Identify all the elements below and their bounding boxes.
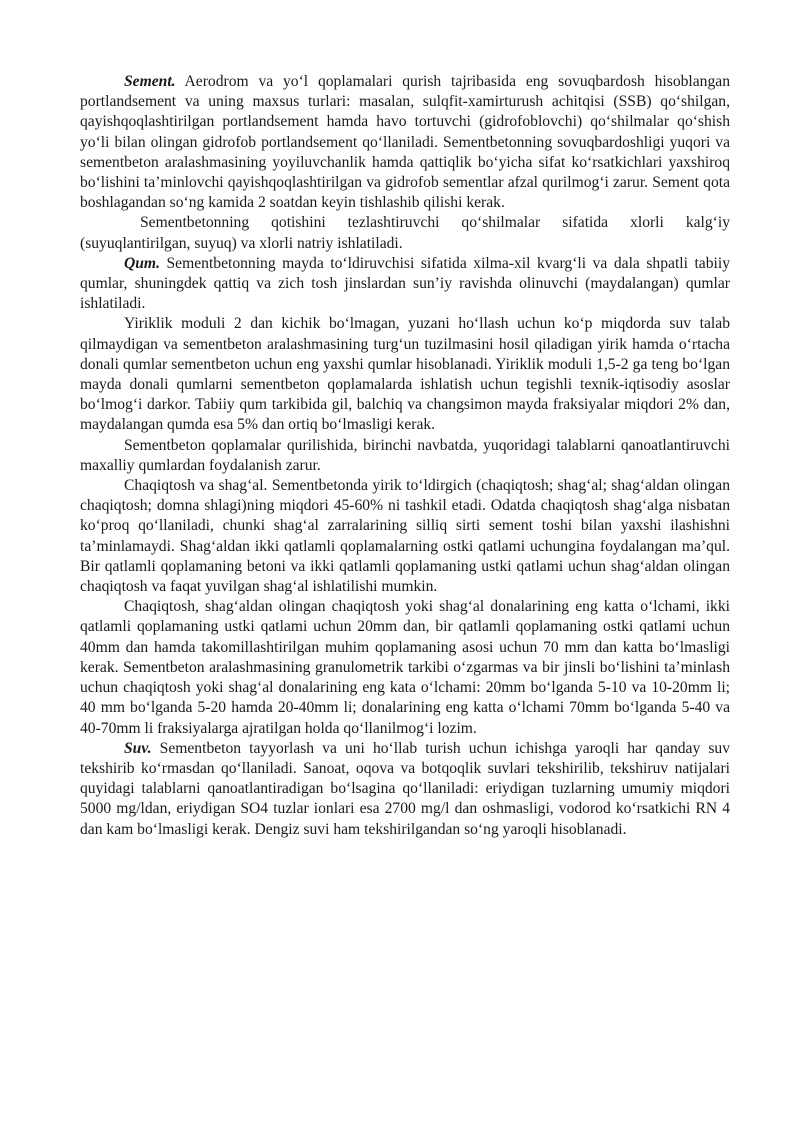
paragraph-text: Chaqiqtosh va shag‘al. Sementbetonda yirik to‘ldirgich (chaqiqtosh; shag‘al; shag‘aldan olingan chaqiqtosh; domna shlagi)ning miqdori 45-60% ni tashkil etadi. Odatda chaqiqtosh shag‘alga nisbatan ko‘proq qo‘llaniladi, chunki shag‘al zarralarining silliq sirti sement toshi bilan yaxshi ilashishni ta’minlamaydi. Shag‘aldan ikki qatlamli qoplamalarning ostki qatlami uchungina foydalangan ma’qul. Bir qatlamli qoplamaning betoni va ikki qatlamli qoplamaning ustki qatlami uchun shag‘aldan olingan chaqiqtosh va faqat yuvilgan shag‘al ishlatilishi mumkin. <box>80 477 730 596</box>
paragraph-heading: Qum. <box>124 254 160 272</box>
paragraph-text: Aerodrom va yo‘l qoplamalari qurish tajribasida eng sovuqbardosh hisoblangan portlandsement va uning maxsus turlari: masalan, sulqfit-xamirturush achitqisi (SSB) qo‘shilgan, qayishqoqlashtirilgan portlandsement hamda havo tortuvchi (gidrofoblovchi) qo‘shilmalar qo‘shish yo‘li bilan olingan gidrofob portlandsement qo‘llaniladi. Sementbetonning sovuqbardoshligi yuqori va sementbeton aralashmasining yoyiluvchanlik hamda qattiqlik bo‘yicha sifat ko‘rsatkichlari yaxshiroq bo‘lishini ta’minlovchi qayishqoqlashtirilgan va gidrofob sementlar afzal qurilmog‘i zarur. Sement qota boshlagandan so‘ng kamida 2 soatdan keyin tishlashib qilishi kerak. <box>80 73 730 212</box>
paragraph-text: Sementbetonning qotishini tezlashtiruvchi qo‘shilmalar sifatida xlorli kalg‘iy (suyuqlantirilgan, suyuq) va xlorli natriy ishlatiladi. <box>80 214 730 252</box>
paragraph-text: Sementbetonning mayda to‘ldiruvchisi sifatida xilma-xil kvarg‘li va dala shpatli tabiiy qumlar, shuningdek qattiq va zich tosh jinslardan sun’iy ravishda olinuvchi (maydalangan) qumlar ishlatiladi. <box>80 254 730 313</box>
paragraph-chaqiqtosh-1 <box>80 476 730 597</box>
paragraph-qurilish <box>80 436 730 476</box>
paragraph-text: Chaqiqtosh, shag‘aldan olingan chaqiqtosh yoki shag‘al donalarining eng katta o‘lchami, ikki qatlamli qoplamaning ustki qatlami uchun 20mm dan, bir qatlamli qoplamaning ostki qatlami uchun 40mm dan hamda takomillashtirilgan muhim qoplamaning asosi uchun 70 mm dan katta bo‘lmasligi kerak. Sementbeton aralashmasining granulometrik tarkibi o‘zgarmas va bir jinsli bo‘lishini ta’minlash uchun chaqiqtosh yoki shag‘al donalarining eng kata o‘lchami: 20mm bo‘lganda 5-10 va 10-20mm li; 40 mm bo‘lganda 5-20 hamda 20-40mm li; donalarining eng katta o‘lchami 70mm bo‘lganda 5-40 va 40-70mm li fraksiyalarga ajratilgan holda qo‘llanilmog‘i lozim. <box>80 598 730 737</box>
paragraph-sement <box>80 72 730 213</box>
paragraph-yiriklik <box>80 314 730 435</box>
paragraph-qum <box>80 254 730 315</box>
paragraph-chaqiqtosh-2 <box>80 597 730 738</box>
paragraph-suv <box>80 739 730 840</box>
paragraph-qotish <box>80 213 730 253</box>
paragraph-text: Sementbeton tayyorlash va uni ho‘llab turish uchun ichishga yaroqli har qanday suv tekshirib ko‘rmasdan qo‘llaniladi. Sanoat, oqova va botqoqlik suvlari tekshirilib, tekshiruv natijalari quyidagi talablarni qanoatlantiradigan bo‘lsagina qo‘llaniladi: eriydigan tuzlarning umumiy miqdori 5000 mg/ldan, eriydigan SO4 tuzlar ionlari esa 2700 mg/l dan oshmasligi, vodorod ko‘rsatkichi RN 4 dan kam bo‘lmasligi kerak. Dengiz suvi ham tekshirilgandan so‘ng yaroqli hisoblanadi. <box>80 739 730 838</box>
paragraph-text: Yiriklik moduli 2 dan kichik bo‘lmagan, yuzani ho‘llash uchun ko‘p miqdorda suv talab qilmaydigan va sementbeton aralashmasining turg‘un tuzilmasini hosil qiladigan yirik hamda o‘rtacha donali qumlar sementbeton uchun eng yaxshi qumlar hisoblanadi. Yiriklik moduli 1,5-2 ga teng bo‘lgan mayda donali qumlarni sementbeton qoplamalarda ishlatish uchun tegishli texnik-iqtisodiy asoslar bo‘lmog‘i darkor. Tabiiy qum tarkibida gil, balchiq va changsimon mayda fraksiyalar miqdori 2% dan, maydalangan qumda esa 5% dan ortiq bo‘lmasligi kerak. <box>80 315 730 434</box>
paragraph-heading: Suv. <box>124 739 152 757</box>
paragraph-heading: Sement. <box>124 73 176 90</box>
paragraph-text: Sementbeton qoplamalar qurilishida, birinchi navbatda, yuqoridagi talablarni qanoatlantiruvchi maxalliy qumlardan foydalanish zarur. <box>80 436 730 474</box>
